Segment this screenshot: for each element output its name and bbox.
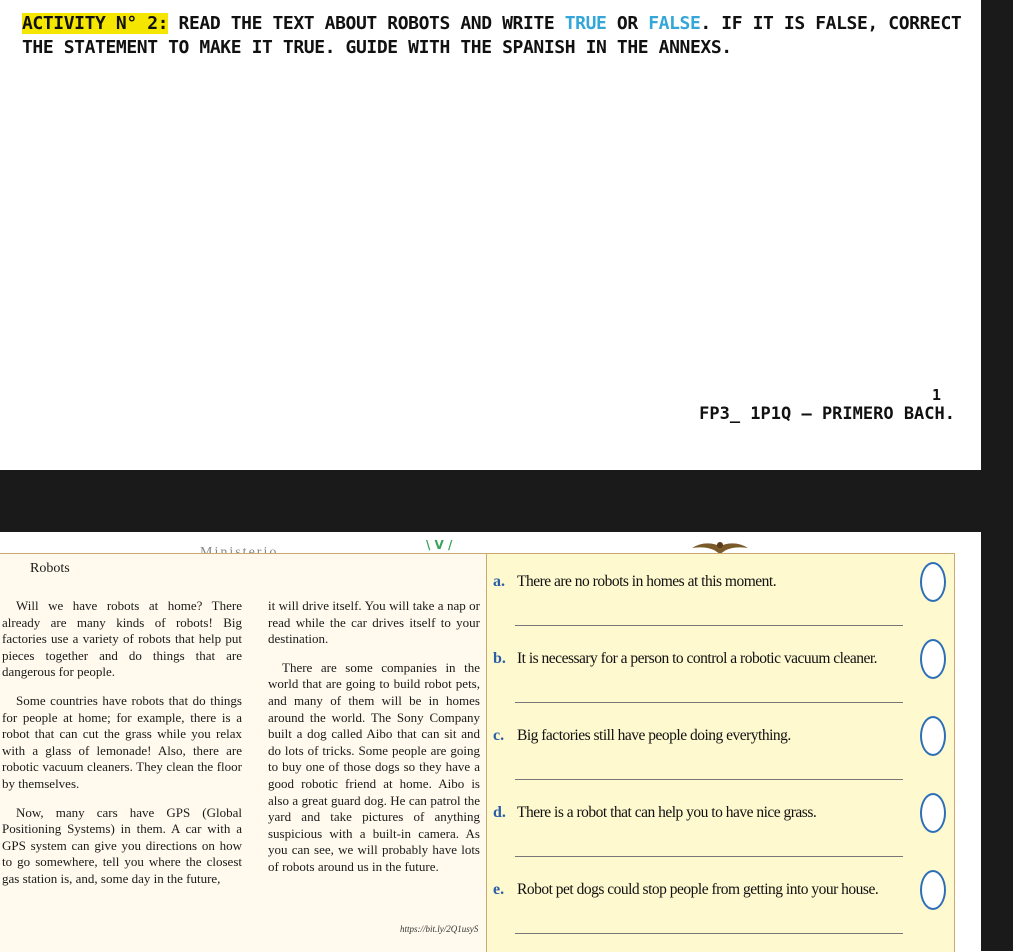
- true-word: TRUE: [564, 13, 607, 34]
- answer-circle[interactable]: [920, 562, 946, 602]
- answer-circle[interactable]: [920, 639, 946, 679]
- item-statement: Robot pet dogs could stop people from getting into your house.: [517, 881, 879, 898]
- course-code: FP3_ 1P1Q – PRIMERO BACH.: [699, 404, 955, 424]
- exercise-item-a: [487, 554, 954, 630]
- or-word: OR: [606, 13, 649, 34]
- item-letter: c.: [493, 727, 505, 744]
- paragraph: There are some companies in the world that are going to build robot pets, and many of them will be in homes around the world. The Sony Company built a dog called Aibo that can sit and do lots of tricks. Some people are going to buy one of those dogs so they have a good robotic friend at home. Aibo is also a great guard dog. He can patrol the yard and take pictures of anything suspicious with a built-in camera. As you can see, we will probably have lots of robots around us in the future.: [268, 659, 480, 874]
- paragraph: Some countries have robots that do things for people at home; for example, there is a robot that can cut the grass while you relax with a glass of lemonade! Also, there are robotic vacuum cleaners. They clean the floor by themselves.: [2, 692, 242, 791]
- worksheet-top: [0, 0, 981, 470]
- paragraph: Will we have robots at home? There already are many kinds of robots! Big factories use a variety of robots that help put pieces together and do things that are dangerous for people.: [2, 598, 242, 680]
- reading-title: Robots: [30, 561, 70, 576]
- answer-circle[interactable]: [920, 870, 946, 910]
- item-statement: There is a robot that can help you to have nice grass.: [517, 804, 817, 821]
- reading-column-1: [2, 598, 242, 900]
- reading-column-2: [268, 598, 480, 888]
- true-false-exercise: [486, 553, 955, 952]
- activity-instructions: [22, 12, 972, 60]
- faint-logo-mark: \ V /: [426, 538, 453, 552]
- item-letter: b.: [493, 650, 506, 667]
- answer-circle[interactable]: [920, 793, 946, 833]
- paragraph: it will drive itself. You will take a nap or read while the car drives itself to your destination.: [268, 598, 480, 647]
- correction-line[interactable]: [515, 779, 903, 780]
- item-letter: e.: [493, 881, 505, 898]
- item-statement: There are no robots in homes at this moment.: [517, 573, 777, 590]
- false-word: FALSE: [648, 13, 701, 34]
- item-statement: It is necessary for a person to control a robotic vacuum cleaner.: [517, 650, 878, 667]
- exercise-item-e: [487, 862, 954, 938]
- item-letter: d.: [493, 804, 506, 821]
- exercise-item-c: [487, 708, 954, 784]
- answer-circle[interactable]: [920, 716, 946, 756]
- source-citation: https://bit.ly/2Q1usyS: [400, 924, 479, 934]
- correction-line[interactable]: [515, 933, 903, 934]
- activity-label: ACTIVITY N° 2:: [22, 13, 169, 34]
- exercise-item-d: [487, 785, 954, 861]
- item-statement: Big factories still have people doing everything.: [517, 727, 791, 744]
- exercise-item-b: [487, 631, 954, 707]
- correction-line[interactable]: [515, 856, 903, 857]
- page-divider-band: [0, 470, 1013, 532]
- reading-text-panel: [0, 553, 487, 952]
- paragraph: Now, many cars have GPS (Global Positioning Systems) in them. A car with a GPS system can give you directions on how to go somewhere, tell you where the closest gas station is, and, some day in the future,: [2, 804, 242, 886]
- correction-line[interactable]: [515, 702, 903, 703]
- page-number: 1: [931, 386, 941, 404]
- instructions-part1: READ THE TEXT ABOUT ROBOTS AND WRITE: [168, 13, 565, 34]
- correction-line[interactable]: [515, 625, 903, 626]
- instructions-part2: . IF IT IS FALSE, CORRECT THE STATEMENT TO MAKE IT TRUE. GUIDE WITH THE SPANISH IN THE ANNEXS.: [22, 13, 962, 58]
- item-letter: a.: [493, 573, 505, 590]
